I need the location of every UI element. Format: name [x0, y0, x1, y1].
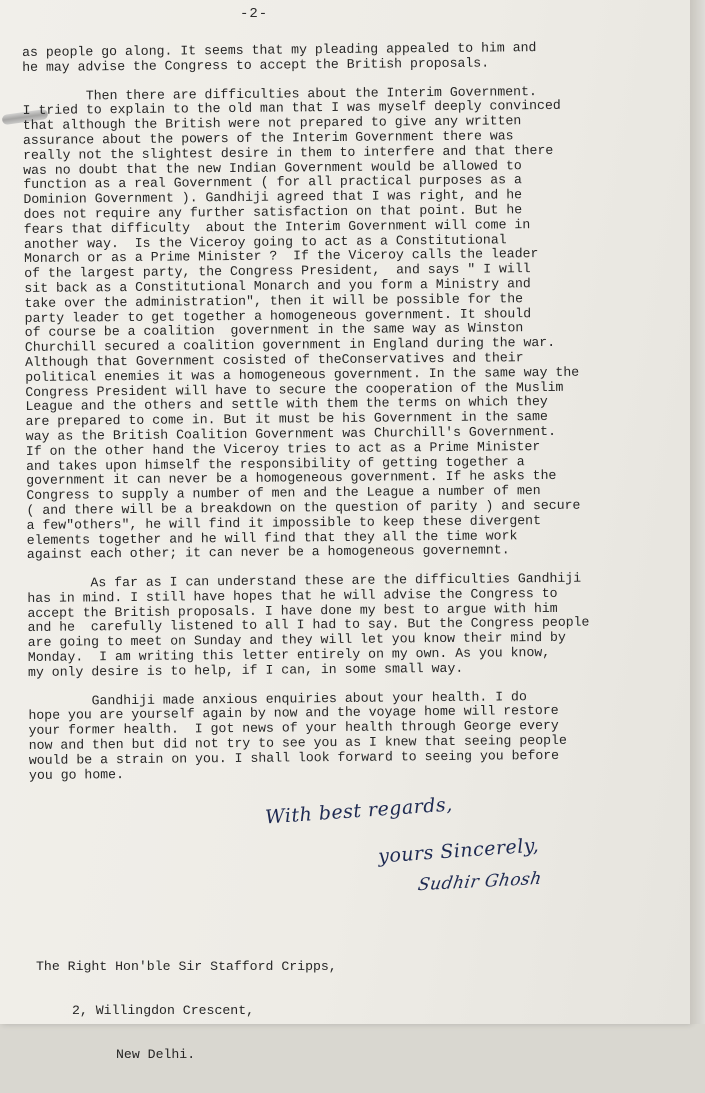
text-line: now and then but did not try to see you as I knew that seeing people — [28, 732, 567, 754]
text-line: assurance about the powers of the Interim Government there was — [22, 128, 514, 148]
text-line: fears that difficulty about the Interim Government will come in — [23, 216, 531, 237]
address-line-2: 2, Willingdon Crescent, — [72, 1002, 255, 1018]
text-line: a few"others", he will find it impossible to keep these divergent — [26, 512, 542, 533]
text-line: If on the other hand the Viceroy tries to act as a Prime Minister — [25, 438, 541, 459]
text-line: of the largest party, the Congress President, and says " I will — [24, 261, 531, 282]
text-line: my only desire is to help, if I can, in some small way. — [27, 660, 464, 680]
text-line: sit back as a Constitutional Monarch and you form a Ministry and — [24, 276, 531, 296]
text-line: and takes upon himself the responsibility of getting together a — [25, 453, 525, 474]
address-line-1: The Right Hon'ble Sir Stafford Cripps, — [36, 958, 337, 974]
text-line: As far as I can understand these are the difficulties Gandhiji — [27, 570, 582, 592]
text-line: he may advise the Congress to accept the British proposals. — [22, 55, 490, 75]
text-line: way as the British Coalition Government was Churchill's Government. — [25, 423, 557, 444]
text-line: are prepared to come in. But it must be his Government in the same — [25, 409, 548, 430]
text-line: League and the others and settle with them the terms on which they — [25, 394, 548, 415]
text-line: your former health. I got news of your health through George every — [28, 718, 559, 739]
text-line: against each other; it can never be a homogeneous governemnt. — [26, 542, 510, 563]
text-line: would be a strain on you. I shall look forward to seeing you before — [28, 747, 560, 768]
text-line: Churchill secured a coalition government in England during the war. — [24, 335, 556, 356]
text-line: as people go along. It seems that my pleading appealed to him and — [21, 40, 537, 60]
text-line: Dominion Government ). Gandhiji agreed that I was right, and he — [23, 187, 523, 208]
paragraph — [28, 688, 679, 783]
closing-regards: With best regards, — [264, 793, 454, 829]
text-line: that although the British were not prepared to give any written — [22, 113, 522, 134]
text-line: ( and there will be a breakdown on the question of parity ) and secure — [26, 497, 581, 518]
text-line: Monday. I am writing this letter entirely on my own. As you know, — [27, 645, 551, 666]
paragraph — [27, 571, 678, 681]
text-line: Congress President will have to secure the cooperation of the Muslim — [25, 379, 564, 400]
recipient-address — [36, 930, 337, 1093]
handwritten-signature: Sudhir Ghosh — [416, 868, 544, 896]
text-line: government it can never be a homogeneous government. If he asks the — [26, 468, 557, 489]
text-line: Congress to supply a number of men and the League a number of men — [26, 483, 541, 504]
text-line: I tried to explain to the old man that I was myself deeply convinced — [22, 98, 561, 119]
closing-yours: yours Sincerely, — [377, 834, 540, 868]
text-line: you go home. — [28, 766, 125, 783]
text-line: another way. Is the Viceroy going to act as a Constitutional — [23, 231, 507, 252]
text-line: Monarch or as a Prime Minister ? If the Viceroy calls the leader — [23, 246, 539, 267]
text-line: political enemies it was a homogeneous government. In the same way the — [25, 364, 580, 385]
text-line: accept the British proposals. I have done my best to argue with him — [27, 600, 558, 621]
page-edge — [690, 0, 705, 1024]
text-line: was no doubt that the new Indian Government would be allowed to — [23, 157, 522, 178]
text-line: has in mind. I still have hopes that he will advise the Congress to — [27, 585, 558, 606]
text-line: of course be a coalition government in the same way as Winston — [24, 320, 524, 341]
text-line: Although that Government cosisted of theConservatives and their — [24, 350, 524, 370]
text-line: take over the administration", then it will be possible for the — [24, 290, 524, 311]
text-line: are going to meet on Sunday and they will let you know their mind by — [27, 630, 566, 651]
text-line: party leader to get together a homogeneous government. It should — [24, 305, 532, 326]
text-line: hope you are yourself again by now and the voyage home will restore — [28, 703, 559, 724]
address-line-3: New Delhi. — [116, 1047, 196, 1063]
text-line: does not require any further satisfaction on that point. But he — [23, 202, 523, 222]
text-line: and he carefully listened to all I had to say. But the Congress people — [27, 615, 590, 636]
text-line: Gandhiji made anxious enquiries about your health. I do — [28, 688, 527, 709]
text-line: elements together and he will find that they all the time work — [26, 527, 518, 548]
page-number: -2- — [240, 6, 269, 22]
paragraph — [22, 83, 677, 563]
text-line: Then there are difficulties about the Interim Government. — [22, 83, 537, 104]
text-line: function as a real Government ( for all practical purposes as a — [23, 172, 522, 193]
text-line: really not the slightest desire in them to interfere and that there — [22, 142, 554, 163]
letter-body — [22, 40, 679, 784]
